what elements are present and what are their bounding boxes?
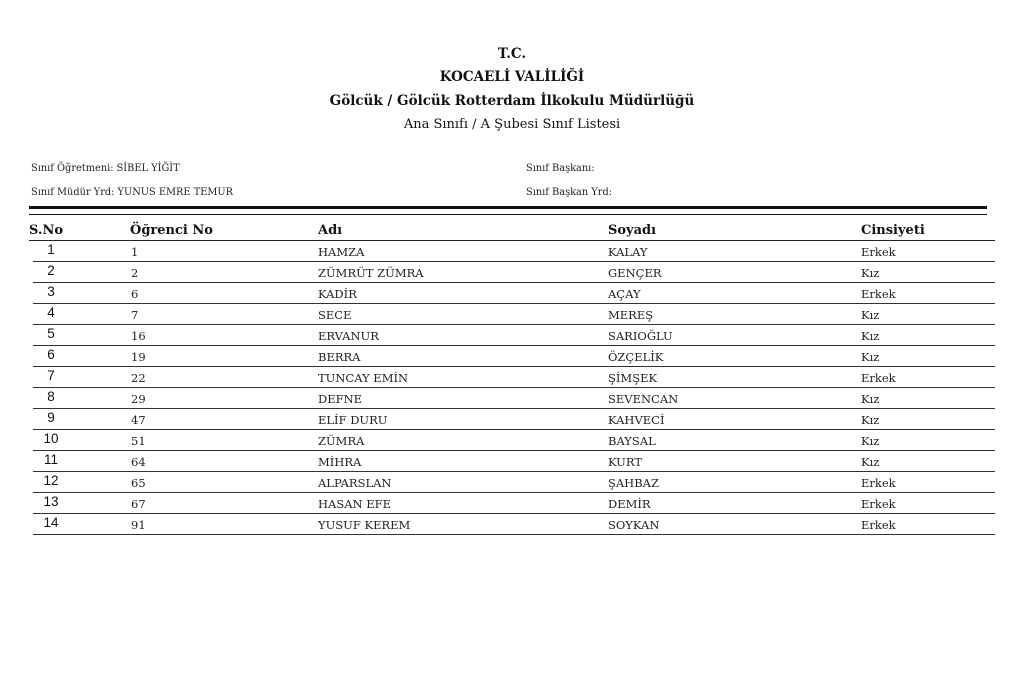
column-header-gender: Cinsiyeti <box>861 223 925 238</box>
teacher-value: SİBEL YİĞİT <box>116 163 180 174</box>
column-header-last-name: Soyadı <box>608 223 657 238</box>
row-sno: 11 <box>43 452 58 467</box>
row-sno: 14 <box>43 515 59 530</box>
row-gender: Erkek <box>861 476 896 490</box>
row-sno: 10 <box>43 431 59 446</box>
class-vice-president-info <box>526 187 615 198</box>
row-last-name: GENÇER <box>608 266 662 280</box>
row-sno: 3 <box>47 284 55 299</box>
row-gender: Kız <box>861 434 880 448</box>
row-student-no: 22 <box>131 371 146 385</box>
student-table <box>29 223 995 535</box>
row-student-no: 91 <box>131 518 146 532</box>
row-last-name: SARIOĞLU <box>608 329 673 343</box>
row-gender: Kız <box>861 329 880 343</box>
column-header-student-no: Öğrenci No <box>130 223 213 238</box>
table-row <box>33 472 995 493</box>
teacher-label: Sınıf Öğretmeni: <box>31 163 114 174</box>
column-header-sno: S.No <box>29 223 64 238</box>
row-last-name: SOYKAN <box>608 518 660 532</box>
row-first-name: KADİR <box>318 287 357 301</box>
row-student-no: 65 <box>131 476 146 490</box>
row-sno: 2 <box>47 263 55 278</box>
table-row <box>33 262 995 283</box>
row-gender: Kız <box>861 413 880 427</box>
table-row <box>33 388 995 409</box>
row-student-no: 67 <box>131 497 146 511</box>
table-row <box>33 430 995 451</box>
row-gender: Erkek <box>861 497 896 511</box>
row-gender: Erkek <box>861 518 896 532</box>
table-row <box>33 283 995 304</box>
header-divider-thick <box>29 206 987 209</box>
row-sno: 1 <box>47 242 55 257</box>
table-row <box>33 241 995 262</box>
row-gender: Erkek <box>861 287 896 301</box>
row-last-name: KURT <box>608 455 643 469</box>
row-sno: 6 <box>47 347 55 362</box>
header-school: Gölcük / Gölcük Rotterdam İlkokulu Müdürlüğü <box>329 93 695 109</box>
table-row <box>33 409 995 430</box>
table-row <box>33 493 995 514</box>
row-last-name: SEVENCAN <box>608 392 679 406</box>
row-first-name: ZÜMRÜT ZÜMRA <box>318 266 424 280</box>
row-gender: Erkek <box>861 245 896 259</box>
row-last-name: BAYSAL <box>608 434 656 448</box>
table-body <box>29 241 995 535</box>
row-student-no: 29 <box>131 392 146 406</box>
row-student-no: 19 <box>131 350 146 364</box>
row-sno: 7 <box>47 368 55 383</box>
class-president-label: Sınıf Başkanı: <box>526 163 595 174</box>
row-last-name: ŞİMŞEK <box>608 371 658 385</box>
row-student-no: 2 <box>131 266 139 280</box>
row-first-name: SECE <box>318 308 352 322</box>
class-vice-president-label: Sınıf Başkan Yrd: <box>526 187 613 198</box>
row-first-name: ERVANUR <box>318 329 379 343</box>
row-last-name: ŞAHBAZ <box>608 476 659 490</box>
row-gender: Kız <box>861 350 880 364</box>
row-last-name: MEREŞ <box>608 308 654 322</box>
row-gender: Kız <box>861 308 880 322</box>
row-gender: Erkek <box>861 371 896 385</box>
header-tc: T.C. <box>497 46 527 62</box>
table-row <box>33 451 995 472</box>
teacher-info <box>31 163 180 174</box>
row-student-no: 64 <box>131 455 146 469</box>
table-header <box>29 223 995 241</box>
table-row <box>33 346 995 367</box>
row-gender: Kız <box>861 392 880 406</box>
header-governorship: KOCAELİ VALİLİĞİ <box>439 69 585 85</box>
row-first-name: MİHRA <box>318 455 362 469</box>
header-divider-thin <box>29 214 987 215</box>
row-student-no: 1 <box>131 245 139 259</box>
table-row <box>33 325 995 346</box>
row-sno: 9 <box>47 410 55 425</box>
row-first-name: ZÜMRA <box>318 434 365 448</box>
page-title: Ana Sınıfı / A Şubesi Sınıf Listesi <box>403 117 621 132</box>
row-last-name: ÖZÇELİK <box>608 350 664 364</box>
row-student-no: 51 <box>131 434 146 448</box>
row-first-name: ALPARSLAN <box>318 476 392 490</box>
row-sno: 13 <box>43 494 59 509</box>
row-student-no: 6 <box>131 287 139 301</box>
row-last-name: DEMİR <box>608 497 651 511</box>
row-student-no: 47 <box>131 413 146 427</box>
row-first-name: TUNCAY EMİN <box>318 371 409 385</box>
table-row <box>33 304 995 325</box>
row-sno: 12 <box>43 473 59 488</box>
row-first-name: HASAN EFE <box>318 497 392 511</box>
column-header-first-name: Adı <box>318 223 343 238</box>
row-gender: Kız <box>861 455 880 469</box>
row-first-name: YUSUF KEREM <box>318 518 411 532</box>
row-sno: 8 <box>47 389 55 404</box>
row-first-name: DEFNE <box>318 392 363 406</box>
row-gender: Kız <box>861 266 880 280</box>
row-sno: 4 <box>47 305 55 320</box>
row-first-name: ELİF DURU <box>318 413 388 427</box>
vice-principal-label: Sınıf Müdür Yrd: <box>31 187 115 198</box>
row-last-name: AÇAY <box>608 287 641 301</box>
row-first-name: BERRA <box>318 350 361 364</box>
table-row <box>33 514 995 535</box>
vice-principal-value: YUNUS EMRE TEMUR <box>117 187 234 198</box>
table-row <box>33 367 995 388</box>
row-last-name: KAHVECİ <box>608 413 665 427</box>
row-first-name: HAMZA <box>318 245 365 259</box>
row-sno: 5 <box>47 326 55 341</box>
class-president-info <box>526 163 598 174</box>
row-student-no: 16 <box>131 329 146 343</box>
vice-principal-info <box>31 187 233 198</box>
row-student-no: 7 <box>131 308 139 322</box>
row-last-name: KALAY <box>608 245 648 259</box>
